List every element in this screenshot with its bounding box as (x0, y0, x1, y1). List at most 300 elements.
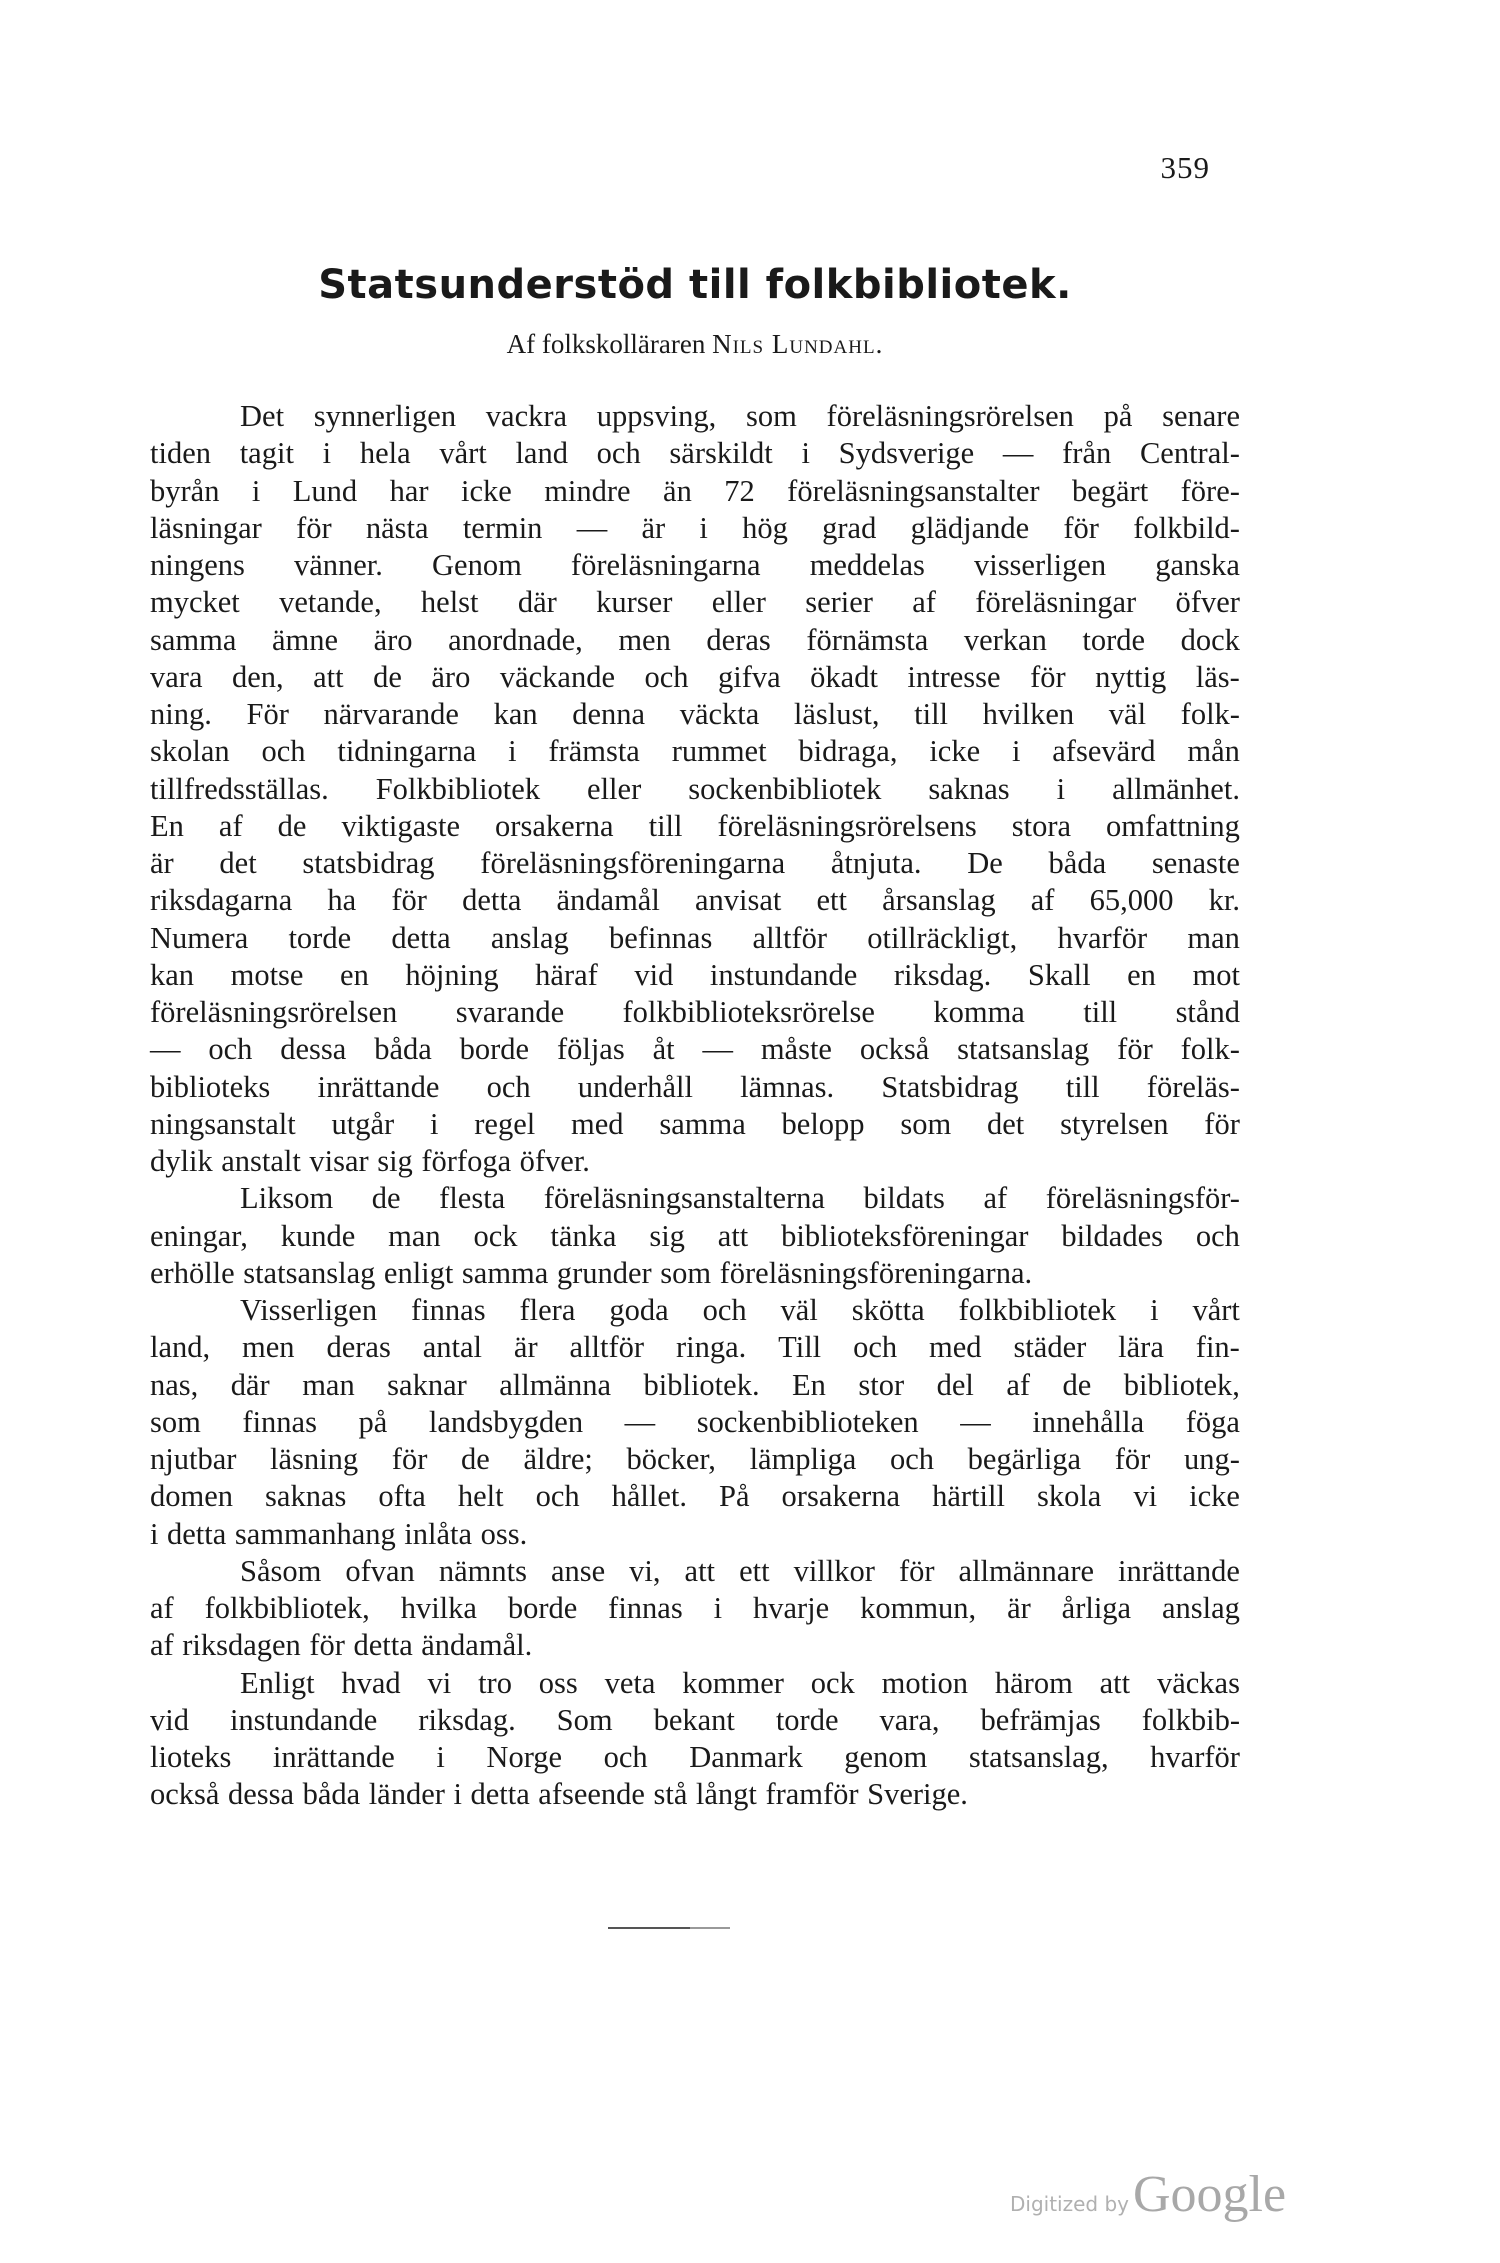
word: otillräckligt, (867, 920, 1018, 955)
word: tiden (150, 436, 211, 471)
word: för (391, 883, 427, 918)
text-line (150, 1031, 1240, 1068)
word: deras (706, 622, 771, 657)
word: en (1127, 957, 1156, 992)
word: land, (150, 1330, 211, 1365)
word: i (322, 436, 332, 471)
word: åt (652, 1032, 675, 1067)
word: hvarför (1150, 1740, 1240, 1774)
text-line (150, 1739, 1240, 1776)
word: för (391, 1442, 428, 1476)
word: de (371, 1181, 401, 1216)
word: Central- (1139, 436, 1240, 471)
word: riksdagarna (150, 883, 293, 918)
word: åtnjuta. (830, 846, 922, 880)
word: kommer (682, 1665, 784, 1700)
word: Folkbibliotek (375, 771, 541, 806)
word: för (898, 1553, 935, 1588)
word: Skall (1027, 957, 1091, 992)
word: hvilken (982, 697, 1075, 731)
word: hvarför (1057, 920, 1148, 955)
word: ämne (271, 622, 339, 657)
word: 72 (724, 473, 755, 508)
word: antal (422, 1330, 483, 1365)
word: samma (461, 1255, 549, 1290)
word: den, (231, 659, 284, 694)
word: af (983, 1181, 1008, 1216)
text-line (150, 1292, 1240, 1329)
word: hvilka (400, 1591, 477, 1625)
word: men (242, 1330, 295, 1365)
word: af (150, 1591, 174, 1625)
word: uppsving, (596, 399, 717, 433)
word: stå (653, 1777, 688, 1812)
word: folkbibliotek (958, 1293, 1117, 1327)
word: villkor (793, 1553, 875, 1588)
word: anslag (490, 920, 569, 955)
word: denna (572, 697, 646, 731)
word: de (277, 808, 307, 843)
word: äro (373, 622, 413, 657)
word: borde (459, 1032, 530, 1067)
word: vara, (879, 1702, 940, 1737)
word: detta (167, 1516, 227, 1551)
word: njutbar (150, 1442, 237, 1476)
word: på (1103, 399, 1133, 433)
word: hållet. (611, 1479, 688, 1514)
word: En (150, 808, 184, 843)
text-line (150, 435, 1240, 472)
word: skolan (150, 734, 230, 769)
word: anordnade, (448, 622, 583, 657)
word: och (702, 1293, 747, 1327)
word: föreläsningar (975, 585, 1137, 620)
word: sockenbiblioteken (696, 1404, 919, 1439)
word: och (208, 1032, 253, 1067)
text-line (150, 1404, 1240, 1441)
word: kan (150, 957, 195, 992)
word: icke (929, 734, 981, 769)
word: mycket (150, 585, 240, 620)
word: finnas (608, 1591, 683, 1625)
word: skola (1036, 1479, 1102, 1514)
word: ock (810, 1665, 855, 1700)
word: för (1030, 659, 1066, 694)
word: domen (150, 1479, 234, 1514)
word: Såsom (240, 1553, 322, 1588)
word: — (960, 1404, 991, 1439)
word: till (914, 697, 949, 731)
word: stånd (1175, 995, 1240, 1029)
text-line (150, 882, 1240, 919)
text-line (150, 1776, 1240, 1813)
word: och (535, 1479, 580, 1514)
word: föreläsningsföreningarna (480, 846, 786, 880)
word: utgår (331, 1106, 395, 1141)
word: bekant (653, 1702, 735, 1737)
word: af (1030, 883, 1055, 918)
word: allmänna (499, 1367, 612, 1402)
word: med (571, 1106, 624, 1141)
word: af (218, 808, 243, 843)
word: från (1062, 436, 1112, 471)
word: Till (778, 1330, 822, 1365)
word: allmänhet. (1112, 771, 1240, 806)
word: stor (858, 1367, 905, 1402)
word: där (230, 1367, 270, 1402)
word: afsevärd (1052, 734, 1156, 769)
text-line (150, 957, 1240, 994)
word: båda (302, 1777, 361, 1812)
word: folkbiblioteksrörelse (622, 995, 875, 1029)
word: begärt (1071, 473, 1149, 508)
word: — (624, 1404, 656, 1439)
text-line (150, 547, 1240, 584)
word: man (388, 1218, 441, 1253)
text-line (150, 1180, 1240, 1217)
text-line (150, 659, 1240, 696)
word: enligt (383, 1255, 454, 1290)
word: inrättande (317, 1069, 440, 1104)
word: folk- (1180, 1032, 1240, 1067)
word: närvarande (323, 697, 459, 731)
word: komma (933, 995, 1025, 1029)
text-line (150, 845, 1240, 882)
word: för (1114, 1442, 1151, 1476)
word: i (699, 510, 708, 545)
word: före- (1180, 473, 1240, 508)
word: saknas (928, 771, 1010, 806)
word: nyttig (1095, 659, 1167, 694)
word: och (1195, 1218, 1240, 1253)
word: till (1065, 1069, 1100, 1104)
word: motion (881, 1665, 969, 1700)
word: dessa (280, 1032, 347, 1067)
word: ofvan (345, 1553, 415, 1588)
word: verkan (963, 622, 1047, 657)
word: flesta (439, 1181, 506, 1216)
word: bidraga, (798, 734, 898, 769)
word: läs- (1195, 659, 1240, 694)
text-line (150, 1255, 1240, 1292)
word: böcker, (626, 1442, 716, 1476)
text-line (150, 696, 1240, 733)
end-separator-dashes (690, 1927, 730, 1929)
word: i (1056, 771, 1066, 806)
word: gifva (718, 659, 781, 694)
word: på (358, 1404, 388, 1439)
page-number: 359 (1160, 150, 1210, 185)
word: i (1011, 734, 1021, 769)
word: båda (1048, 846, 1107, 880)
word: det (219, 846, 257, 880)
word: del (936, 1367, 974, 1402)
word: årsanslag (882, 883, 996, 918)
word: föreläsningsför- (1045, 1181, 1240, 1216)
word: befrämjas (980, 1702, 1101, 1737)
word: ringa. (675, 1330, 747, 1365)
text-line (150, 510, 1240, 547)
word: föreläsningsföreningarna. (719, 1255, 1033, 1290)
word: eningar, (150, 1218, 248, 1253)
word: hög (742, 510, 788, 545)
word: oss (538, 1665, 578, 1700)
word: allmännare (958, 1553, 1095, 1588)
word: och (644, 659, 689, 694)
word: Numera (150, 920, 249, 955)
word: finnas (242, 1404, 317, 1439)
word: statsanslag, (968, 1740, 1109, 1774)
word: ett (739, 1553, 770, 1588)
word: inrättande (272, 1740, 395, 1774)
word: torde (288, 920, 352, 955)
word: häraf (535, 957, 598, 992)
word: man (302, 1367, 355, 1402)
word: nästa (365, 510, 429, 545)
word: anvisat (694, 883, 782, 918)
word: De (967, 846, 1003, 880)
word: Som (556, 1702, 613, 1737)
word: nas, (150, 1367, 199, 1402)
word: i (436, 1740, 445, 1774)
word: af (150, 1628, 174, 1663)
word: senare (1162, 399, 1240, 433)
word: detta (462, 883, 522, 918)
word: och (603, 1740, 648, 1774)
word: detta (391, 920, 451, 955)
word: 65,000 (1089, 883, 1174, 918)
word: Det (240, 399, 285, 433)
word: hvad (341, 1665, 401, 1700)
word: väckande (499, 659, 615, 694)
word: de (461, 1442, 490, 1476)
word: ning. (150, 697, 212, 731)
word: senaste (1151, 846, 1240, 880)
word: att (717, 1218, 749, 1253)
word: riksdag. (418, 1702, 516, 1737)
word: kr. (1208, 883, 1240, 918)
word: En (792, 1367, 826, 1402)
word: men (618, 622, 671, 657)
word: instundande (229, 1702, 378, 1737)
word: särskildt (669, 436, 773, 471)
word: Liksom (240, 1181, 334, 1216)
word: och (261, 734, 306, 769)
word: härtill (932, 1479, 1005, 1514)
word: synnerligen (313, 399, 457, 433)
word: ningens (150, 548, 245, 582)
word: de (373, 659, 402, 694)
word: svarande (455, 995, 565, 1029)
word: detta (353, 1628, 413, 1663)
word: ofta (378, 1479, 426, 1514)
text-line (150, 1478, 1240, 1515)
word: nämnts (438, 1553, 527, 1588)
word: som (150, 1404, 201, 1439)
word: dylik (150, 1144, 213, 1178)
word: med (929, 1330, 982, 1365)
word: sammanhang (234, 1516, 396, 1551)
word: väckta (679, 697, 760, 731)
word: flera (519, 1293, 576, 1327)
word: styrelsen (1060, 1106, 1169, 1141)
word: i (251, 473, 261, 508)
word: föreläsningsrörelsens (717, 808, 977, 843)
word: läslust, (793, 697, 880, 731)
word: vänner. (293, 548, 383, 582)
byline-prefix: Af folkskolläraren (506, 329, 706, 359)
word: också (150, 1777, 220, 1812)
word: anstalt (221, 1144, 301, 1178)
text-line (150, 584, 1240, 621)
word: biblioteksföreningar (781, 1218, 1029, 1253)
word: till (1083, 995, 1118, 1029)
word: visserligen (973, 548, 1107, 582)
word: dessa (227, 1777, 295, 1812)
word: bibliotek, (1123, 1367, 1240, 1402)
word: vi (1133, 1479, 1158, 1514)
word: läsning (270, 1442, 359, 1476)
text-line (150, 622, 1240, 659)
word: biblioteks (150, 1069, 271, 1104)
word: för (1117, 1032, 1153, 1067)
word: läsningar (150, 510, 262, 545)
word: Enligt (240, 1665, 315, 1700)
watermark-prefix: Digitized by (1010, 2192, 1129, 2216)
word: kan (493, 697, 538, 731)
word: befinnas (608, 920, 713, 955)
word: öfver (1175, 585, 1240, 620)
text-line (150, 994, 1240, 1031)
word: intresse (907, 659, 1001, 694)
word: regel (474, 1106, 536, 1141)
word: vid (634, 957, 674, 992)
text-line (150, 1702, 1240, 1739)
word: vara (150, 659, 203, 694)
word: samma (659, 1106, 746, 1141)
word: följas (556, 1032, 625, 1067)
word: i (508, 734, 517, 769)
word: folkbibliotek, (204, 1591, 370, 1625)
word: som (660, 1255, 712, 1290)
byline-author: Nils Lundahl. (712, 329, 884, 359)
word: Sydsverige (838, 436, 975, 471)
word: ung- (1183, 1442, 1240, 1476)
word: städer (1013, 1330, 1087, 1365)
text-line (150, 1329, 1240, 1366)
word: i (713, 1591, 723, 1625)
word: båda (374, 1032, 432, 1067)
word: vetande, (279, 585, 382, 620)
word: rummet (671, 734, 767, 769)
word: vårt (1192, 1293, 1240, 1327)
word: Norge (486, 1740, 563, 1774)
word: ändamål (556, 883, 660, 918)
word: tänka (550, 1218, 617, 1253)
word: land (515, 436, 568, 471)
word: och (596, 436, 641, 471)
word: oss. (480, 1516, 528, 1551)
word: i (1150, 1293, 1159, 1327)
word: landsbygden (428, 1404, 584, 1439)
word: stora (1011, 808, 1072, 843)
word: statsanslag (957, 1032, 1090, 1067)
word: serier (805, 585, 873, 620)
word: dock (1180, 622, 1240, 657)
word: visar (309, 1144, 369, 1178)
word: statsbidrag (302, 846, 435, 880)
word: detta (470, 1777, 530, 1812)
word: hela (359, 436, 411, 471)
word: eller (711, 585, 766, 620)
word: för (1204, 1106, 1240, 1141)
word: hvarje (752, 1591, 830, 1625)
word: öfver. (519, 1144, 590, 1178)
word: vi, (629, 1553, 661, 1588)
word: föreläs- (1146, 1069, 1240, 1104)
word: tidningarna (337, 734, 477, 769)
word: att (313, 659, 344, 694)
word: grad (822, 510, 877, 545)
article-title: Statsunderstöd till folkbibliotek. (318, 262, 1072, 308)
text-line (150, 1441, 1240, 1478)
word: sig (377, 1144, 413, 1178)
word: förnämsta (806, 622, 929, 657)
word: äro (431, 659, 471, 694)
article-byline (150, 329, 1240, 360)
word: bibliotek. (643, 1367, 760, 1402)
word: kommun, (860, 1591, 977, 1625)
text-line (150, 1553, 1240, 1590)
word: man (1187, 920, 1240, 955)
word: ett (816, 883, 847, 918)
word: begärliga (967, 1442, 1082, 1476)
article-body (150, 398, 1240, 1814)
word: vi (427, 1665, 452, 1700)
word: saknar (387, 1367, 467, 1402)
text-line (150, 398, 1240, 435)
word: ha (327, 883, 357, 918)
word: icke (1189, 1479, 1240, 1514)
word: omfattning (1106, 808, 1240, 843)
word: och (889, 1442, 934, 1476)
word: folk- (1180, 697, 1240, 731)
word: folkbild- (1133, 510, 1240, 545)
word: belopp (781, 1106, 865, 1141)
word: Lund (292, 473, 358, 508)
word: också (859, 1032, 930, 1067)
word: borde (507, 1591, 578, 1625)
word: lämnas. (740, 1069, 835, 1104)
word: än (663, 473, 692, 508)
word: folkbib- (1141, 1702, 1240, 1737)
word: föreläsningsrörelsen (150, 995, 398, 1029)
word: härom (994, 1665, 1073, 1700)
word: årliga (1061, 1591, 1132, 1625)
word: helt (457, 1479, 504, 1514)
word: tro (478, 1665, 512, 1700)
word: alltför (752, 920, 828, 955)
word: underhåll (577, 1069, 693, 1104)
word: orsakerna (781, 1479, 901, 1514)
word: alltför (569, 1330, 645, 1365)
text-line (150, 1665, 1240, 1702)
word: som (745, 399, 797, 433)
word: tagit (239, 436, 294, 471)
word: mot (1192, 957, 1240, 992)
word: För (246, 697, 289, 731)
word: att (1099, 1665, 1131, 1700)
